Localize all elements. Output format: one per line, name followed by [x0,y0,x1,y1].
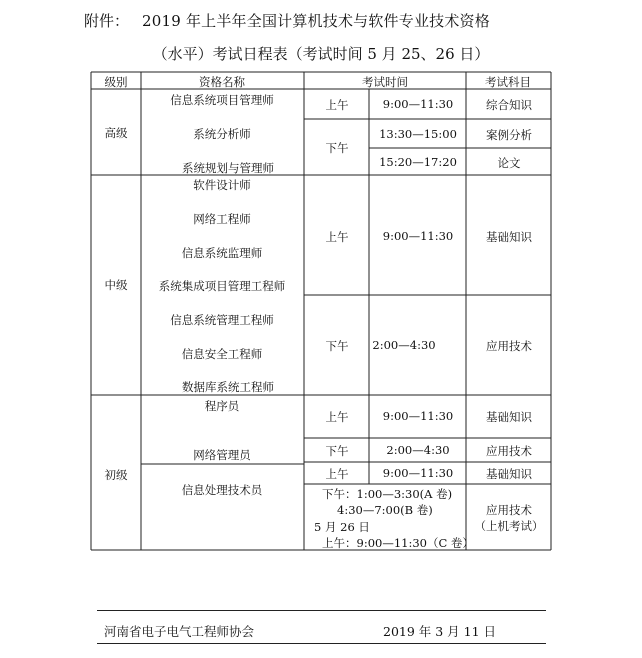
session-label: 上午 [325,410,349,424]
subject-cell: 案例分析 [486,128,532,142]
time-slot: 13:30—15:00 [379,127,457,141]
qual-item: 信息系统监理师 [181,246,263,260]
schedule-line: 5 月 26 日 [314,520,370,534]
qual-item: 信息系统管理工程师 [170,313,274,327]
qual-item: 信息处理技术员 [181,483,263,497]
footer-rule-bottom [97,643,546,644]
time-slot: 9:00—11:30 [382,229,454,243]
header-exam-time: 考试时间 [362,75,408,89]
time-slot: 15:20—17:20 [379,155,457,169]
subject-cell: 应用技术 [486,339,532,353]
footer-rule-top [97,610,546,611]
session-label: 上午 [325,98,349,112]
subject-cell: 基础知识 [486,410,532,424]
time-slot: 2:00—4:30 [372,338,436,352]
subject-cell: 应用技术 [486,503,532,517]
qual-item: 信息系统项目管理师 [170,93,274,107]
document-title-line2: （水平）考试日程表（考试时间 5 月 25、26 日） [152,45,490,63]
qual-item: 软件设计师 [193,178,251,192]
subject-cell: 基础知识 [486,230,532,244]
session-label: 上午 [325,230,349,244]
qual-item: 数据库系统工程师 [182,380,274,394]
qual-item: 系统分析师 [193,127,251,141]
schedule-line: 上午：9:00—11:30（C 卷） [322,536,474,550]
session-label: 下午 [325,444,349,458]
header-level: 级别 [104,75,128,89]
session-label: 下午 [325,339,349,353]
level-intermediate: 中级 [104,278,128,292]
subject-cell-note: （上机考试） [474,519,544,533]
header-subject: 考试科目 [485,75,531,89]
qual-item: 网络管理员 [193,448,251,462]
qual-item: 系统规划与管理师 [182,161,274,175]
time-slot: 9:00—11:30 [382,97,454,111]
time-slot: 9:00—11:30 [382,409,454,423]
subject-cell: 应用技术 [486,444,532,458]
qual-item: 程序员 [204,399,240,413]
subject-cell: 论文 [497,156,521,170]
session-label: 上午 [325,467,349,481]
subject-cell: 基础知识 [486,467,532,481]
header-qualification: 资格名称 [199,75,245,89]
level-advanced: 高级 [104,126,128,140]
schedule-line: 4:30—7:00(B 卷) [337,503,433,517]
schedule-line: 下午：1:00—3:30(A 卷) [322,487,453,501]
footer-organization: 河南省电子电气工程师协会 [104,624,255,639]
attachment-label: 附件： [84,12,130,30]
time-slot: 2:00—4:30 [386,443,450,457]
time-slot: 9:00—11:30 [382,466,454,480]
level-junior: 初级 [104,468,128,482]
footer-date: 2019 年 3 月 11 日 [383,624,497,639]
qual-item: 网络工程师 [193,212,251,226]
qual-item: 系统集成项目管理工程师 [158,279,286,293]
subject-cell: 综合知识 [486,98,532,112]
session-label: 下午 [325,141,349,155]
qual-item: 信息安全工程师 [181,347,263,361]
document-title-line1: 2019 年上半年全国计算机技术与软件专业技术资格 [142,12,490,30]
